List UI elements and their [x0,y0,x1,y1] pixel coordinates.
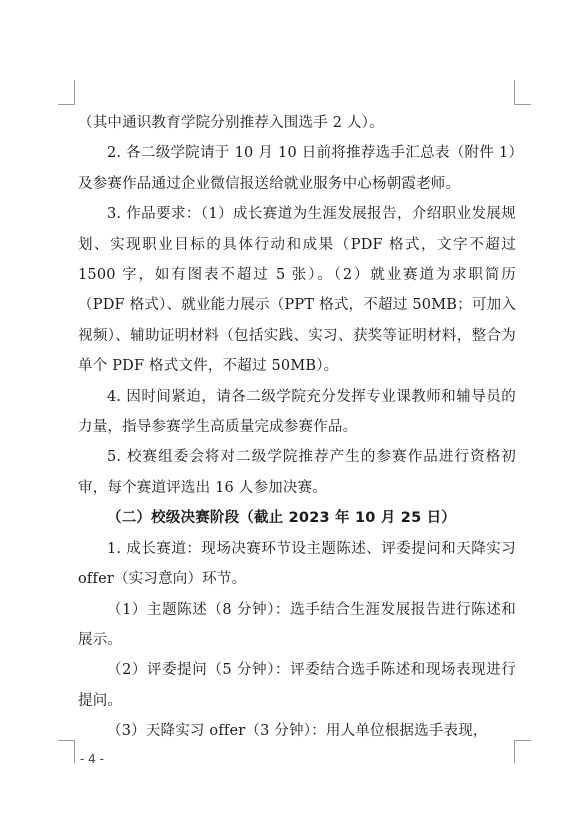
section-heading-final-stage: （二）校级决赛阶段（截止 2023 年 10 月 25 日） [107,510,456,527]
paragraph-note: （其中通识教育学院分别推荐入围选手 2 人）。 [78,115,384,131]
paragraph-track-1: 1. 成长赛道：现场决赛环节设主题陈述、评委提问和天降实习 offer（实习意向）环节。 [78,540,516,588]
crop-mark-top-right [514,80,531,105]
page-number: - 4 - [80,752,104,766]
paragraph-item-2: 2. 各二级学院请于 10 月 10 日前将推荐选手汇总表（附件 1）及参赛作品通过企业微信报送给就业服务中心杨朝霞老师。 [78,145,516,192]
paragraph-sub-3: （3）天降实习 offer（3 分钟）：用人单位根据选手表现， [107,723,488,740]
paragraph-item-4: 4. 因时间紧迫，请各二级学院充分发挥专业课教师和辅导员的力量，指导参赛学生高质量完成参赛作品。 [78,388,516,436]
paragraph-item-3: 3. 作品要求：（1）成长赛道为生涯发展报告，介绍职业发展规划、实现职业目标的具体行动和成果（PDF 格式，文字不超过 1500 字，如有图表不超过 5 张）。（2）就业赛道为求职简历（PDF 格式）、就业能力展示（PPT 格式，不超过 50MB；可加入视频）、辅助证明材料（包括实践、实习、获奖等证明材料，整合为单个 PDF 格式文件，不超过 50MB）。 [78,206,516,375]
document-body [78,108,516,747]
paragraph-sub-2: （2）评委提问（5 分钟）：评委结合选手陈述和现场表现进行提问。 [78,662,516,709]
crop-mark-bottom-left [58,740,75,763]
paragraph-item-5: 5. 校赛组委会将对二级学院推荐产生的参赛作品进行资格初审，每个赛道评选出 16 人参加决赛。 [78,449,516,496]
crop-mark-bottom-right [514,740,531,763]
paragraph-sub-1: （1）主题陈述（8 分钟）：选手结合生涯发展报告进行陈述和展示。 [78,601,516,648]
crop-mark-top-left [58,80,75,105]
